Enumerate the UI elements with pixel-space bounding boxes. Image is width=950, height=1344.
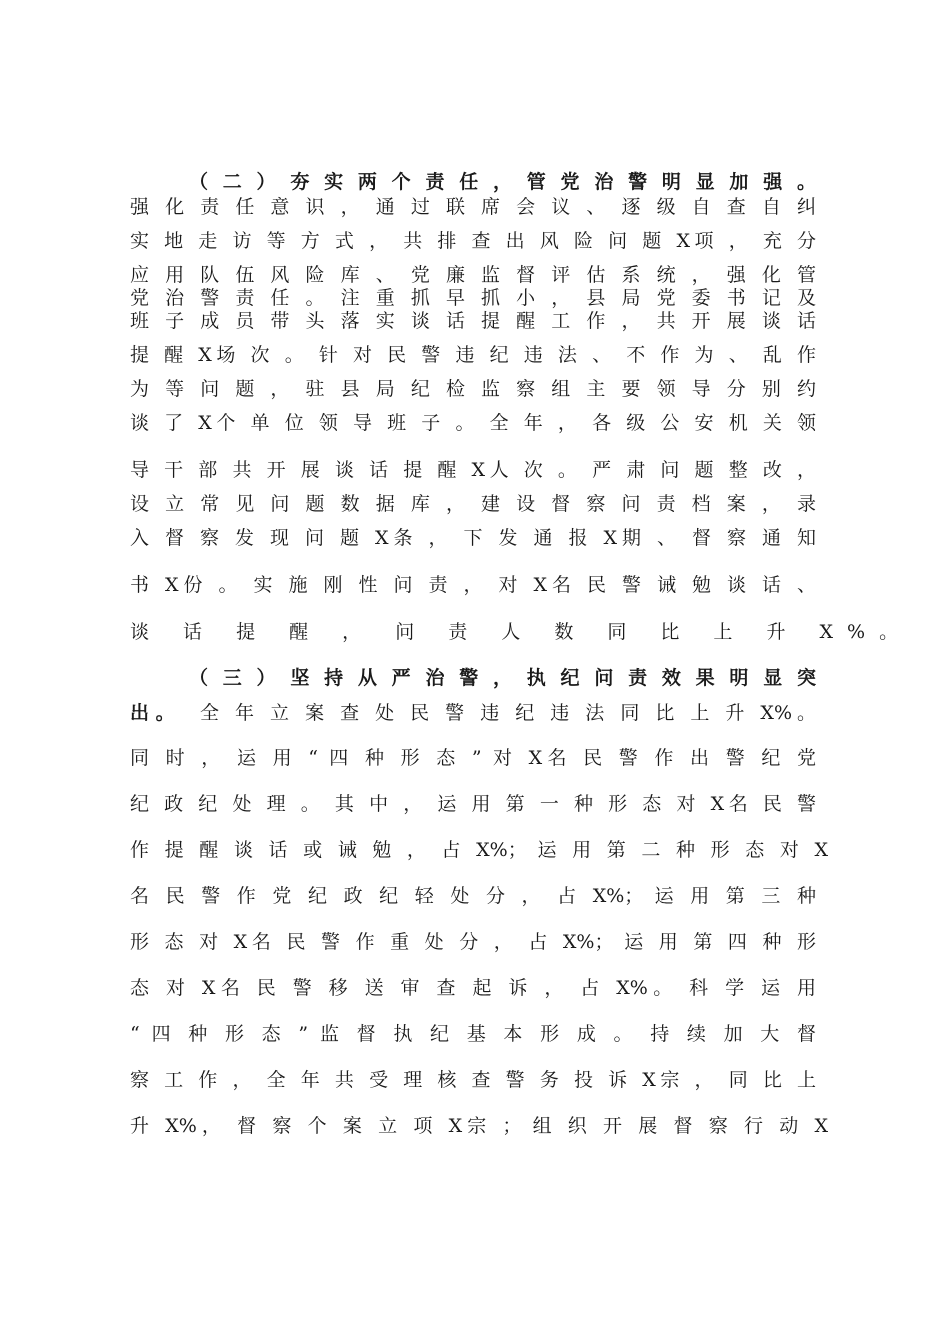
paragraph-line: 实 地 走 访 等 方 式 ， 共 排 查 出 风 险 问 题 X项 ， 充 分 — [130, 230, 816, 252]
paragraph-line: 态 对 X名 民 警 移 送 审 查 起 诉 ， 占 X%。 科 学 运 用 — [130, 977, 816, 999]
paragraph-line: 强 化 责 任 意 识 ， 通 过 联 席 会 议 、 逐 级 自 查 自 纠 — [130, 196, 816, 218]
paragraph-line: 作 提 醒 谈 话 或 诫 勉 ， 占 X%； 运 用 第 二 种 形 态 对 X — [130, 839, 828, 861]
paragraph-line: 形 态 对 X名 民 警 作 重 处 分 ， 占 X%； 运 用 第 四 种 形 — [130, 931, 816, 953]
section-heading-2: （ 二 ） 夯 实 两 个 责 任 ， 管 党 治 警 明 显 加 强 。 — [189, 171, 816, 193]
section-heading-3-end: 出 。 — [130, 702, 175, 724]
paragraph-line: 导 干 部 共 开 展 谈 话 提 醒 X人 次 。 严 肃 问 题 整 改 ， — [130, 459, 816, 481]
paragraph-line: 升 X%， 督 察 个 案 立 项 X宗 ； 组 织 开 展 督 察 行 动 X — [130, 1115, 828, 1137]
paragraph-line: 察 工 作 ， 全 年 共 受 理 核 查 警 务 投 诉 X宗 ， 同 比 上 — [130, 1069, 816, 1091]
paragraph-line: “ 四 种 形 态 ” 监 督 执 纪 基 本 形 成 。 持 续 加 大 督 — [130, 1023, 816, 1045]
paragraph-line: 名 民 警 作 党 纪 政 纪 轻 处 分 ， 占 X%； 运 用 第 三 种 — [130, 885, 816, 907]
paragraph-line: 班 子 成 员 带 头 落 实 谈 话 提 醒 工 作 ， 共 开 展 谈 话 — [130, 310, 816, 332]
paragraph-line-last: 谈 话 提 醒 ， 问 责 人 数 同 比 上 升 X%。 — [130, 621, 913, 643]
paragraph-line: 设 立 常 见 问 题 数 据 库 ， 建 设 督 察 问 责 档 案 ， 录 — [130, 493, 816, 515]
paragraph-line: 纪 政 纪 处 理 。 其 中 ， 运 用 第 一 种 形 态 对 X名 民 警 — [130, 793, 816, 815]
paragraph-line: 书 X份 。 实 施 刚 性 问 责 ， 对 X名 民 警 诫 勉 谈 话 、 — [130, 574, 816, 596]
paragraph-line: 同 时 ， 运 用 “ 四 种 形 态 ” 对 X名 民 警 作 出 警 纪 党 — [130, 747, 816, 769]
section-heading-3: （ 三 ） 坚 持 从 严 治 警 ， 执 纪 问 责 效 果 明 显 突 — [189, 667, 816, 689]
paragraph-line: 谈 了 X个 单 位 领 导 班 子 。 全 年 ， 各 级 公 安 机 关 领 — [130, 412, 816, 434]
paragraph-line: 入 督 察 发 现 问 题 X条 ， 下 发 通 报 X期 、 督 察 通 知 — [130, 527, 816, 549]
paragraph-line: 提 醒 X场 次 。 针 对 民 警 违 纪 违 法 、 不 作 为 、 乱 作 — [130, 344, 816, 366]
paragraph-line: 全 年 立 案 查 处 民 警 违 纪 违 法 同 比 上 升 X%。 — [200, 702, 816, 724]
paragraph-line: 党 治 警 责 任 。 注 重 抓 早 抓 小 ， 县 局 党 委 书 记 及 — [130, 287, 816, 309]
paragraph-line: 应 用 队 伍 风 险 库 、 党 廉 监 督 评 估 系 统 ， 强 化 管 — [130, 264, 816, 286]
paragraph-line: 为 等 问 题 ， 驻 县 局 纪 检 监 察 组 主 要 领 导 分 别 约 — [130, 378, 816, 400]
